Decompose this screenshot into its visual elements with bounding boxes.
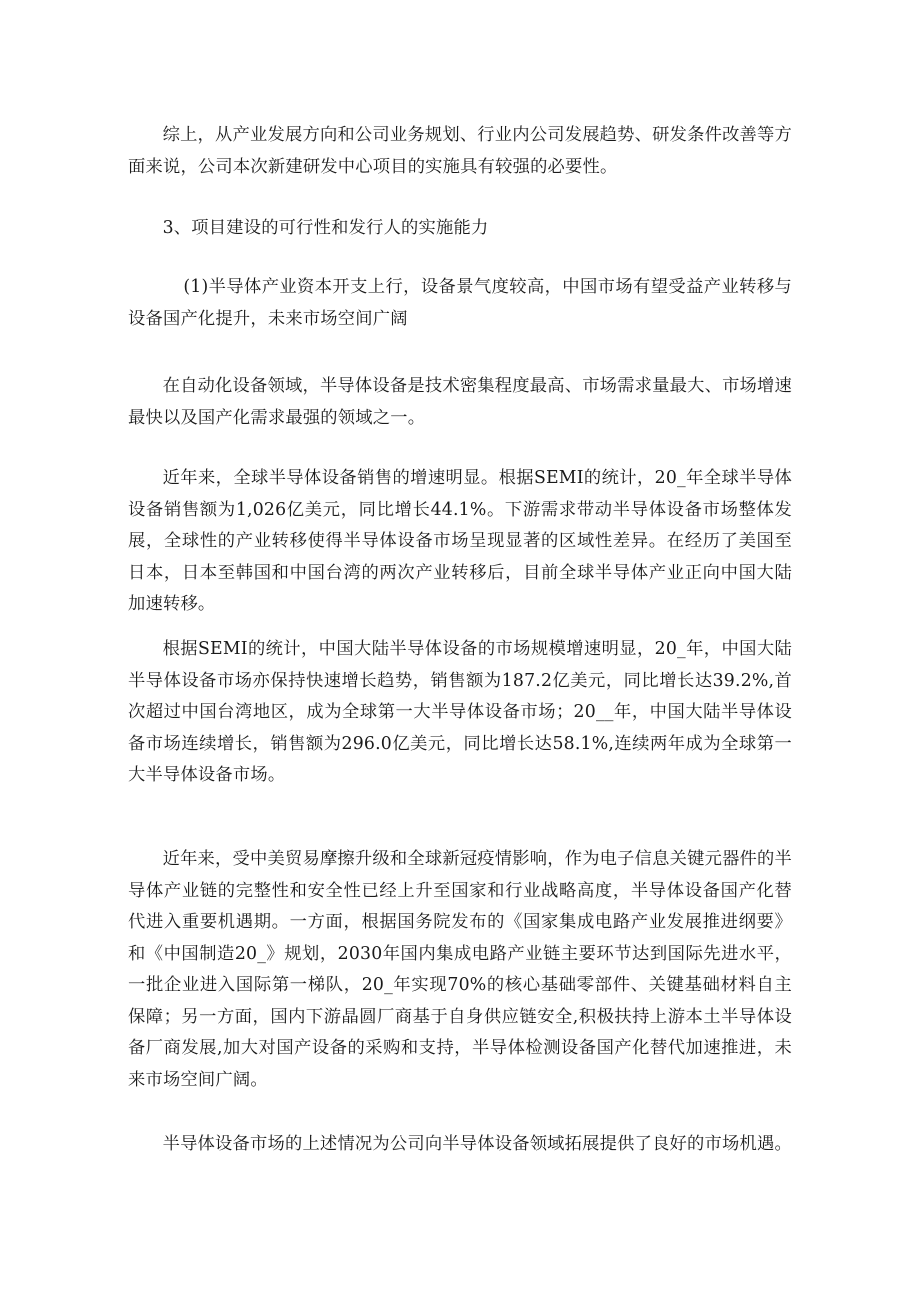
paragraph-automation: 在自动化设备领域，半导体设备是技术密集程度最高、市场需求量最大、市场增速最快以及国产化需求最强的领域之一。 <box>128 376 792 428</box>
paragraph-global-market: 近年来，全球半导体设备销售的增速明显。根据SEMI的统计，20_年全球半导体设备销售额为1,026亿美元，同比增长44.1%。下游需求带动半导体设备市场整体发展，全球性的产业转移使得半导体设备市场呈现显著的区域性差异。在经历了美国至日本，日本至韩国和中国台湾的两次产业转移后，目前全球半导体产业正向中国大陆加速转移。 <box>128 468 792 614</box>
subsection-heading: (1)半导体产业资本开支上行，设备景气度较高，中国市场有望受益产业转移与设备国产化提升，未来市场空间广阔 <box>128 277 792 329</box>
paragraph-conclusion: 半导体设备市场的上述情况为公司向半导体设备领域拓展提供了良好的市场机遇。 <box>162 1134 792 1154</box>
paragraph-localization: 近年来，受中美贸易摩擦升级和全球新冠疫情影响，作为电子信息关键元器件的半导体产业链的完整性和安全性已经上升至国家和行业战略高度，半导体设备国产化替代进入重要机遇期。一方面，根据国务院发布的《国家集成电路产业发展推进纲要》和《中国制造20_》规划，2030年国内集成电路产业链主要环节达到国际先进水平，一批企业进入国际第一梯队，20_年实现70%的核心基础零部件、关键基础材料自主保障；另一方面，国内下游晶圆厂商基于自身供应链安全,积极扶持上游本土半导体设备厂商发展,加大对国产设备的采购和支持，半导体检测设备国产化替代加速推进，未来市场空间广阔。 <box>128 849 792 1090</box>
paragraph-china-market: 根据SEMI的统计，中国大陆半导体设备的市场规模增速明显，20_年，中国大陆半导体设备市场亦保持快速增长趋势，销售额为187.2亿美元，同比增长达39.2%,首次超过中国台湾地区，成为全球第一大半导体设备市场；20__年，中国大陆半导体设备市场连续增长，销售额为296.0亿美元，同比增长达58.1%,连续两年成为全球第一大半导体设备市场。 <box>128 639 792 785</box>
section-heading: 3、项目建设的可行性和发行人的实施能力 <box>162 218 489 238</box>
paragraph-summary: 综上，从产业发展方向和公司业务规划、行业内公司发展趋势、研发条件改善等方面来说，公司本次新建研发中心项目的实施具有较强的必要性。 <box>128 125 792 177</box>
